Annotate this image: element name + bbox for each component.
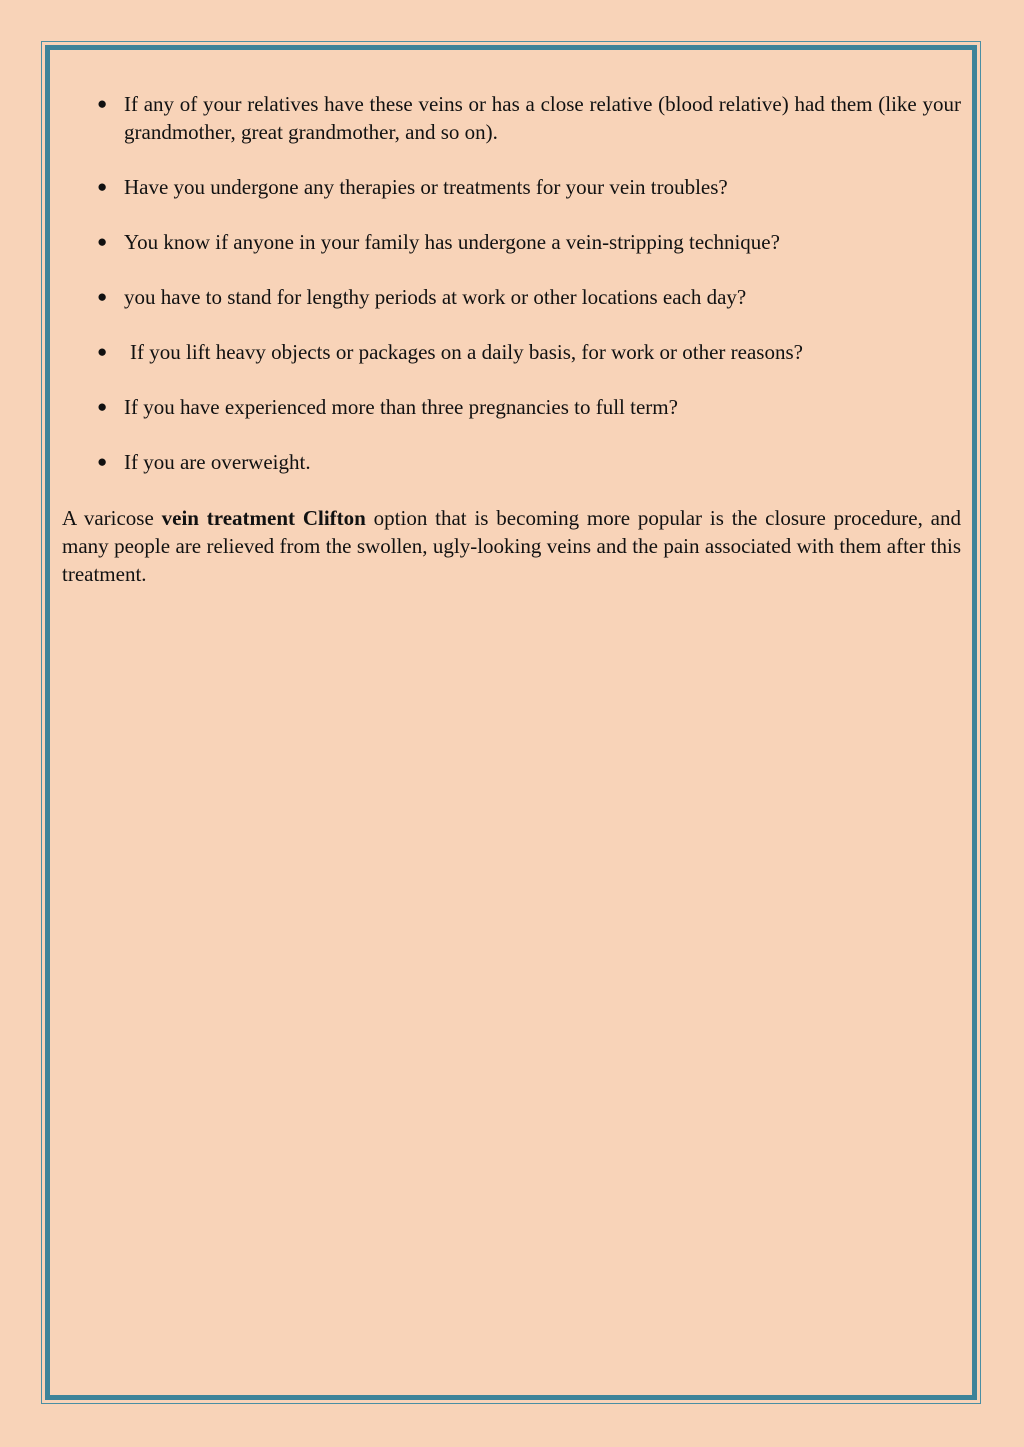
list-item-text: You know if anyone in your family has undergone a vein-stripping technique? — [124, 230, 780, 254]
closing-keyword: vein treatment Clifton — [161, 506, 366, 530]
closing-paragraph — [62, 504, 961, 588]
bullet-icon: ● — [97, 287, 108, 306]
closing-text-start: A varicose — [62, 506, 162, 530]
list-item-text: If you have experienced more than three pregnancies to full term? — [124, 395, 678, 419]
list-item-text: If you lift heavy objects or packages on a daily basis, for work or other reasons? — [130, 340, 803, 364]
list-item — [62, 283, 961, 311]
bullet-icon: ● — [97, 397, 108, 416]
bullet-icon: ● — [97, 232, 108, 251]
list-item — [62, 338, 961, 366]
list-item — [62, 393, 961, 421]
bullet-icon: ● — [97, 177, 108, 196]
list-item — [62, 90, 961, 146]
closing-text-end: option that is becoming more popular is the closure procedure, and many people are relieved from the swollen, ugly-looking veins and the pain associated with them after this treatment. — [62, 506, 961, 586]
bullet-icon: ● — [97, 342, 108, 361]
list-item-text: Have you undergone any therapies or treatments for your vein troubles? — [124, 175, 728, 199]
list-item-text: If you are overweight. — [124, 450, 311, 474]
list-item-text: If any of your relatives have these veins or has a close relative (blood relative) had them (like your grandmother, great grandmother, and so on). — [124, 92, 961, 144]
document-body — [62, 90, 961, 588]
list-item-text: you have to stand for lengthy periods at work or other locations each day? — [124, 285, 747, 309]
list-item — [62, 228, 961, 256]
question-list — [62, 90, 961, 476]
list-item — [62, 173, 961, 201]
list-item — [62, 448, 961, 476]
bullet-icon: ● — [97, 452, 108, 471]
bullet-icon: ● — [97, 94, 108, 113]
